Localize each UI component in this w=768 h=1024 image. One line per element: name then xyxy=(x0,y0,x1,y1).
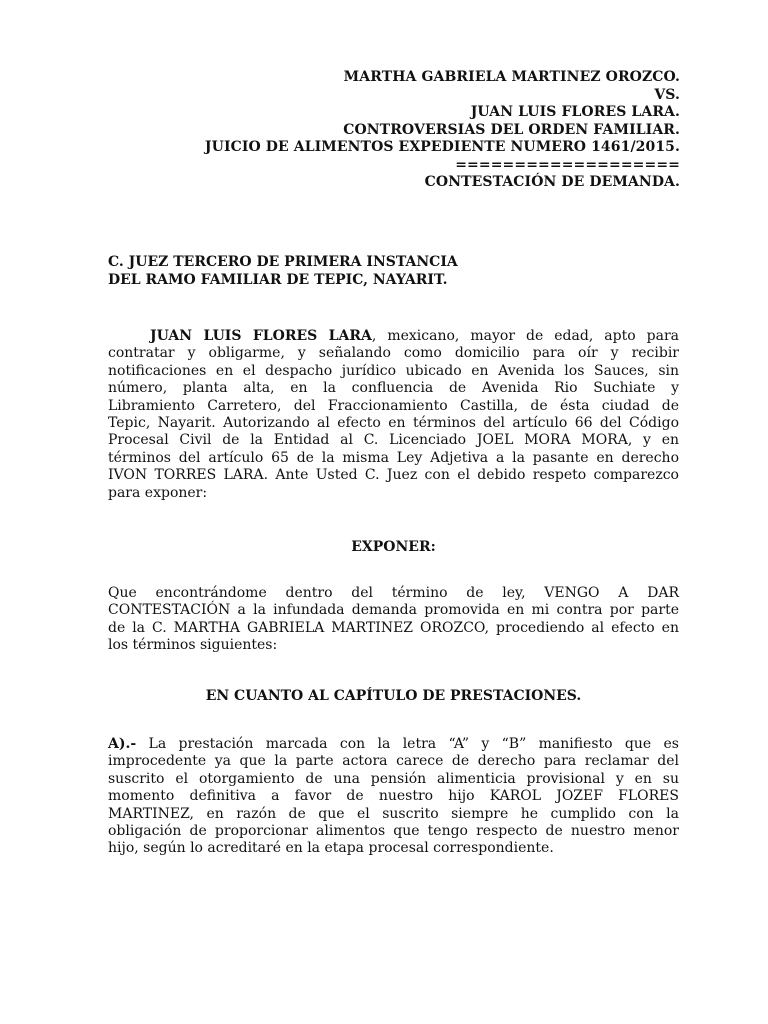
prestacion-line: MARTINEZ, en razón de que el suscrito siempre he cumplido con la xyxy=(108,805,679,822)
prestacion-line: obligación de proporcionar alimentos que tengo respecto de nuestro menor xyxy=(108,822,679,839)
prestacion-line: suscrito el otorgamiento de una pensión alimenticia provisional y en su xyxy=(108,770,679,787)
intro-line: Procesal Civil de la Entidad al C. Licenciado JOEL MORA MORA, y en xyxy=(108,432,679,449)
intro-line: notificaciones en el despacho jurídico ubicado en Avenida los Sauces, sin xyxy=(108,362,679,379)
section-title-exponer: EXPONER: xyxy=(351,539,436,555)
exponer-line: de la C. MARTHA GABRIELA MARTINEZ OROZCO, procediendo al efecto en xyxy=(108,619,679,636)
defendant-name: JUAN LUIS FLORES LARA xyxy=(150,328,372,344)
addressee-block xyxy=(108,254,668,289)
header-document-title: CONTESTACIÓN DE DEMANDA. xyxy=(424,174,680,190)
intro-paragraph xyxy=(108,328,679,502)
prestacion-a-paragraph xyxy=(108,736,679,858)
intro-line: número, planta alta, en la confluencia de Avenida Rio Suchiate y xyxy=(108,380,679,397)
intro-line: términos del artículo 65 de la misma Ley Adjetiva a la pasante en derecho xyxy=(108,449,679,466)
exponer-paragraph xyxy=(108,585,679,655)
exponer-line: CONTESTACIÓN a la infundada demanda promovida en mi contra por parte xyxy=(108,602,679,619)
exponer-line: Que encontrándome dentro del término de ley, VENGO A DAR xyxy=(108,585,679,601)
prestacion-line: A).- La prestación marcada con la letra “A” y “B” manifiesto que es xyxy=(108,736,679,752)
intro-line: para exponer: xyxy=(108,484,208,501)
header-separator: =================== xyxy=(455,156,680,173)
header-plaintiff: MARTHA GABRIELA MARTINEZ OROZCO. xyxy=(343,69,680,85)
addressee-line-1: C. JUEZ TERCERO DE PRIMERA INSTANCIA xyxy=(108,254,458,270)
intro-line: contratar y obligarme, y señalando como domicilio para oír y recibir xyxy=(108,345,679,362)
prestacion-marker: A).- xyxy=(108,736,137,752)
exponer-line: los términos siguientes: xyxy=(108,637,278,654)
addressee-line-2: DEL RAMO FAMILIAR DE TEPIC, NAYARIT. xyxy=(108,271,448,288)
case-header xyxy=(200,69,680,192)
prestacion-line: momento definitiva a favor de nuestro hijo KAROL JOZEF FLORES xyxy=(108,788,679,805)
prestacion-line: improcedente ya que la parte actora carece de derecho para reclamar del xyxy=(108,753,679,770)
intro-line: IVON TORRES LARA. Ante Usted C. Juez con el debido respeto comparezco xyxy=(108,467,679,484)
intro-line: Libramiento Carretero, del Fraccionamiento Castilla, de ésta ciudad de xyxy=(108,397,679,414)
header-case-number: JUICIO DE ALIMENTOS EXPEDIENTE NUMERO 1461/2015. xyxy=(204,139,680,155)
header-defendant: JUAN LUIS FLORES LARA. xyxy=(470,104,680,120)
intro-line: JUAN LUIS FLORES LARA, mexicano, mayor de edad, apto para xyxy=(150,328,679,344)
header-versus: VS. xyxy=(654,86,680,103)
header-case-type: CONTROVERSIAS DEL ORDEN FAMILIAR. xyxy=(343,121,680,138)
prestacion-line: hijo, según lo acreditaré en la etapa procesal correspondiente. xyxy=(108,840,554,857)
intro-line: Tepic, Nayarit. Autorizando al efecto en términos del artículo 66 del Código xyxy=(108,414,679,431)
section-title-prestaciones: EN CUANTO AL CAPÍTULO DE PRESTACIONES. xyxy=(205,688,582,704)
